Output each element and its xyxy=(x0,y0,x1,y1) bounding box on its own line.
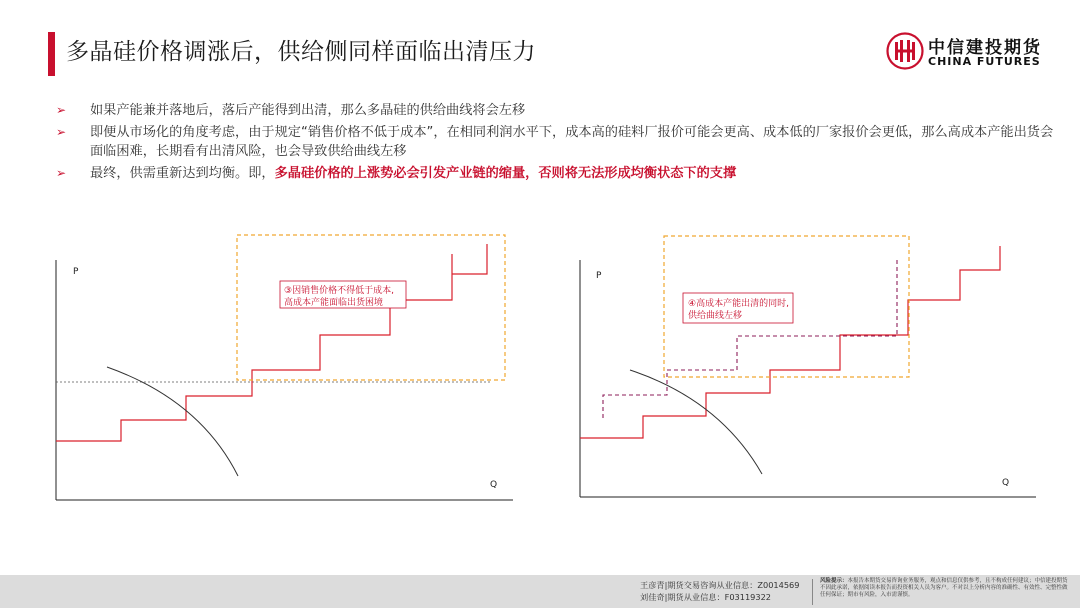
analyst-info: 刘佳奇|期货从业信息：F03119322 xyxy=(640,592,772,602)
bullet-text: 即便从市场化的角度考虑，由于规定“销售价格不低于成本”，在相同利润水平下，成本高的硅料厂报价可能会更高、成本低的厂家报价会更低，那么高成本产能出货会面临困难，长期看有出清风险，也会导致供给曲线左移 xyxy=(90,125,1054,159)
right-annotation-text xyxy=(688,298,789,322)
footer-risk-disclaimer xyxy=(820,578,1072,600)
right-supply-demand-diagram xyxy=(580,236,1036,497)
page-title: 多晶硅价格调涨后，供给侧同样面临出清压力 xyxy=(66,39,536,65)
footer-divider xyxy=(812,579,813,605)
analyst-info: 王彦青|期货交易咨询从业信息：Z0014569 xyxy=(640,580,800,590)
right-original-supply-curve xyxy=(580,246,1000,438)
left-supply-curve xyxy=(56,244,487,441)
left-demand-curve xyxy=(107,367,238,476)
left-y-axis-label: P xyxy=(73,267,79,277)
left-annotation-text xyxy=(284,285,394,309)
logo-english-name: CHINA FUTURES xyxy=(928,55,1041,68)
bullet-highlight-text: 多晶硅价格的上涨势必会引发产业链的缩量，否则将无法形成均衡状态下的支撑 xyxy=(274,166,737,181)
right-x-axis-label: Q xyxy=(1002,478,1010,488)
arrow-right-icon: ➢ xyxy=(56,166,67,180)
left-annotation-line: ③因销售价格不得低于成本, xyxy=(284,286,394,296)
risk-text: 本报告本期货交易咨询业务服务，观点和信息仅供参考，且不构成任何建议；中信建投期货不因此承诺，依据阅读本报告而投资相关人员为客户。不对以上分析内容的准确性、有效性、完整性做任何保证；期市有风险，入市需谨慎。 xyxy=(820,578,1068,599)
left-x-axis-label: Q xyxy=(490,480,498,490)
right-demand-curve xyxy=(630,370,762,474)
right-shifted-supply-curve xyxy=(603,258,897,418)
right-annotation-line: ④高成本产能出清的同时, xyxy=(688,299,789,309)
bullet-text: 如果产能兼并落地后，落后产能得到出清，那么多晶硅的供给曲线将会左移 xyxy=(90,103,526,118)
right-annotation-line: 供给曲线左移 xyxy=(688,311,743,321)
arrow-right-icon: ➢ xyxy=(56,103,67,117)
footer-analysts xyxy=(640,579,799,603)
risk-title: 风险提示： xyxy=(820,578,848,584)
logo-chinese-name: 中信建投期货 xyxy=(928,38,1042,58)
left-annotation-line: 高成本产能面临出货困境 xyxy=(284,298,384,308)
left-supply-demand-diagram xyxy=(56,235,513,500)
bullet-text: 最终，供需重新达到均衡。即， xyxy=(90,166,275,181)
arrow-right-icon: ➢ xyxy=(56,125,67,139)
right-y-axis-label: P xyxy=(596,271,602,281)
